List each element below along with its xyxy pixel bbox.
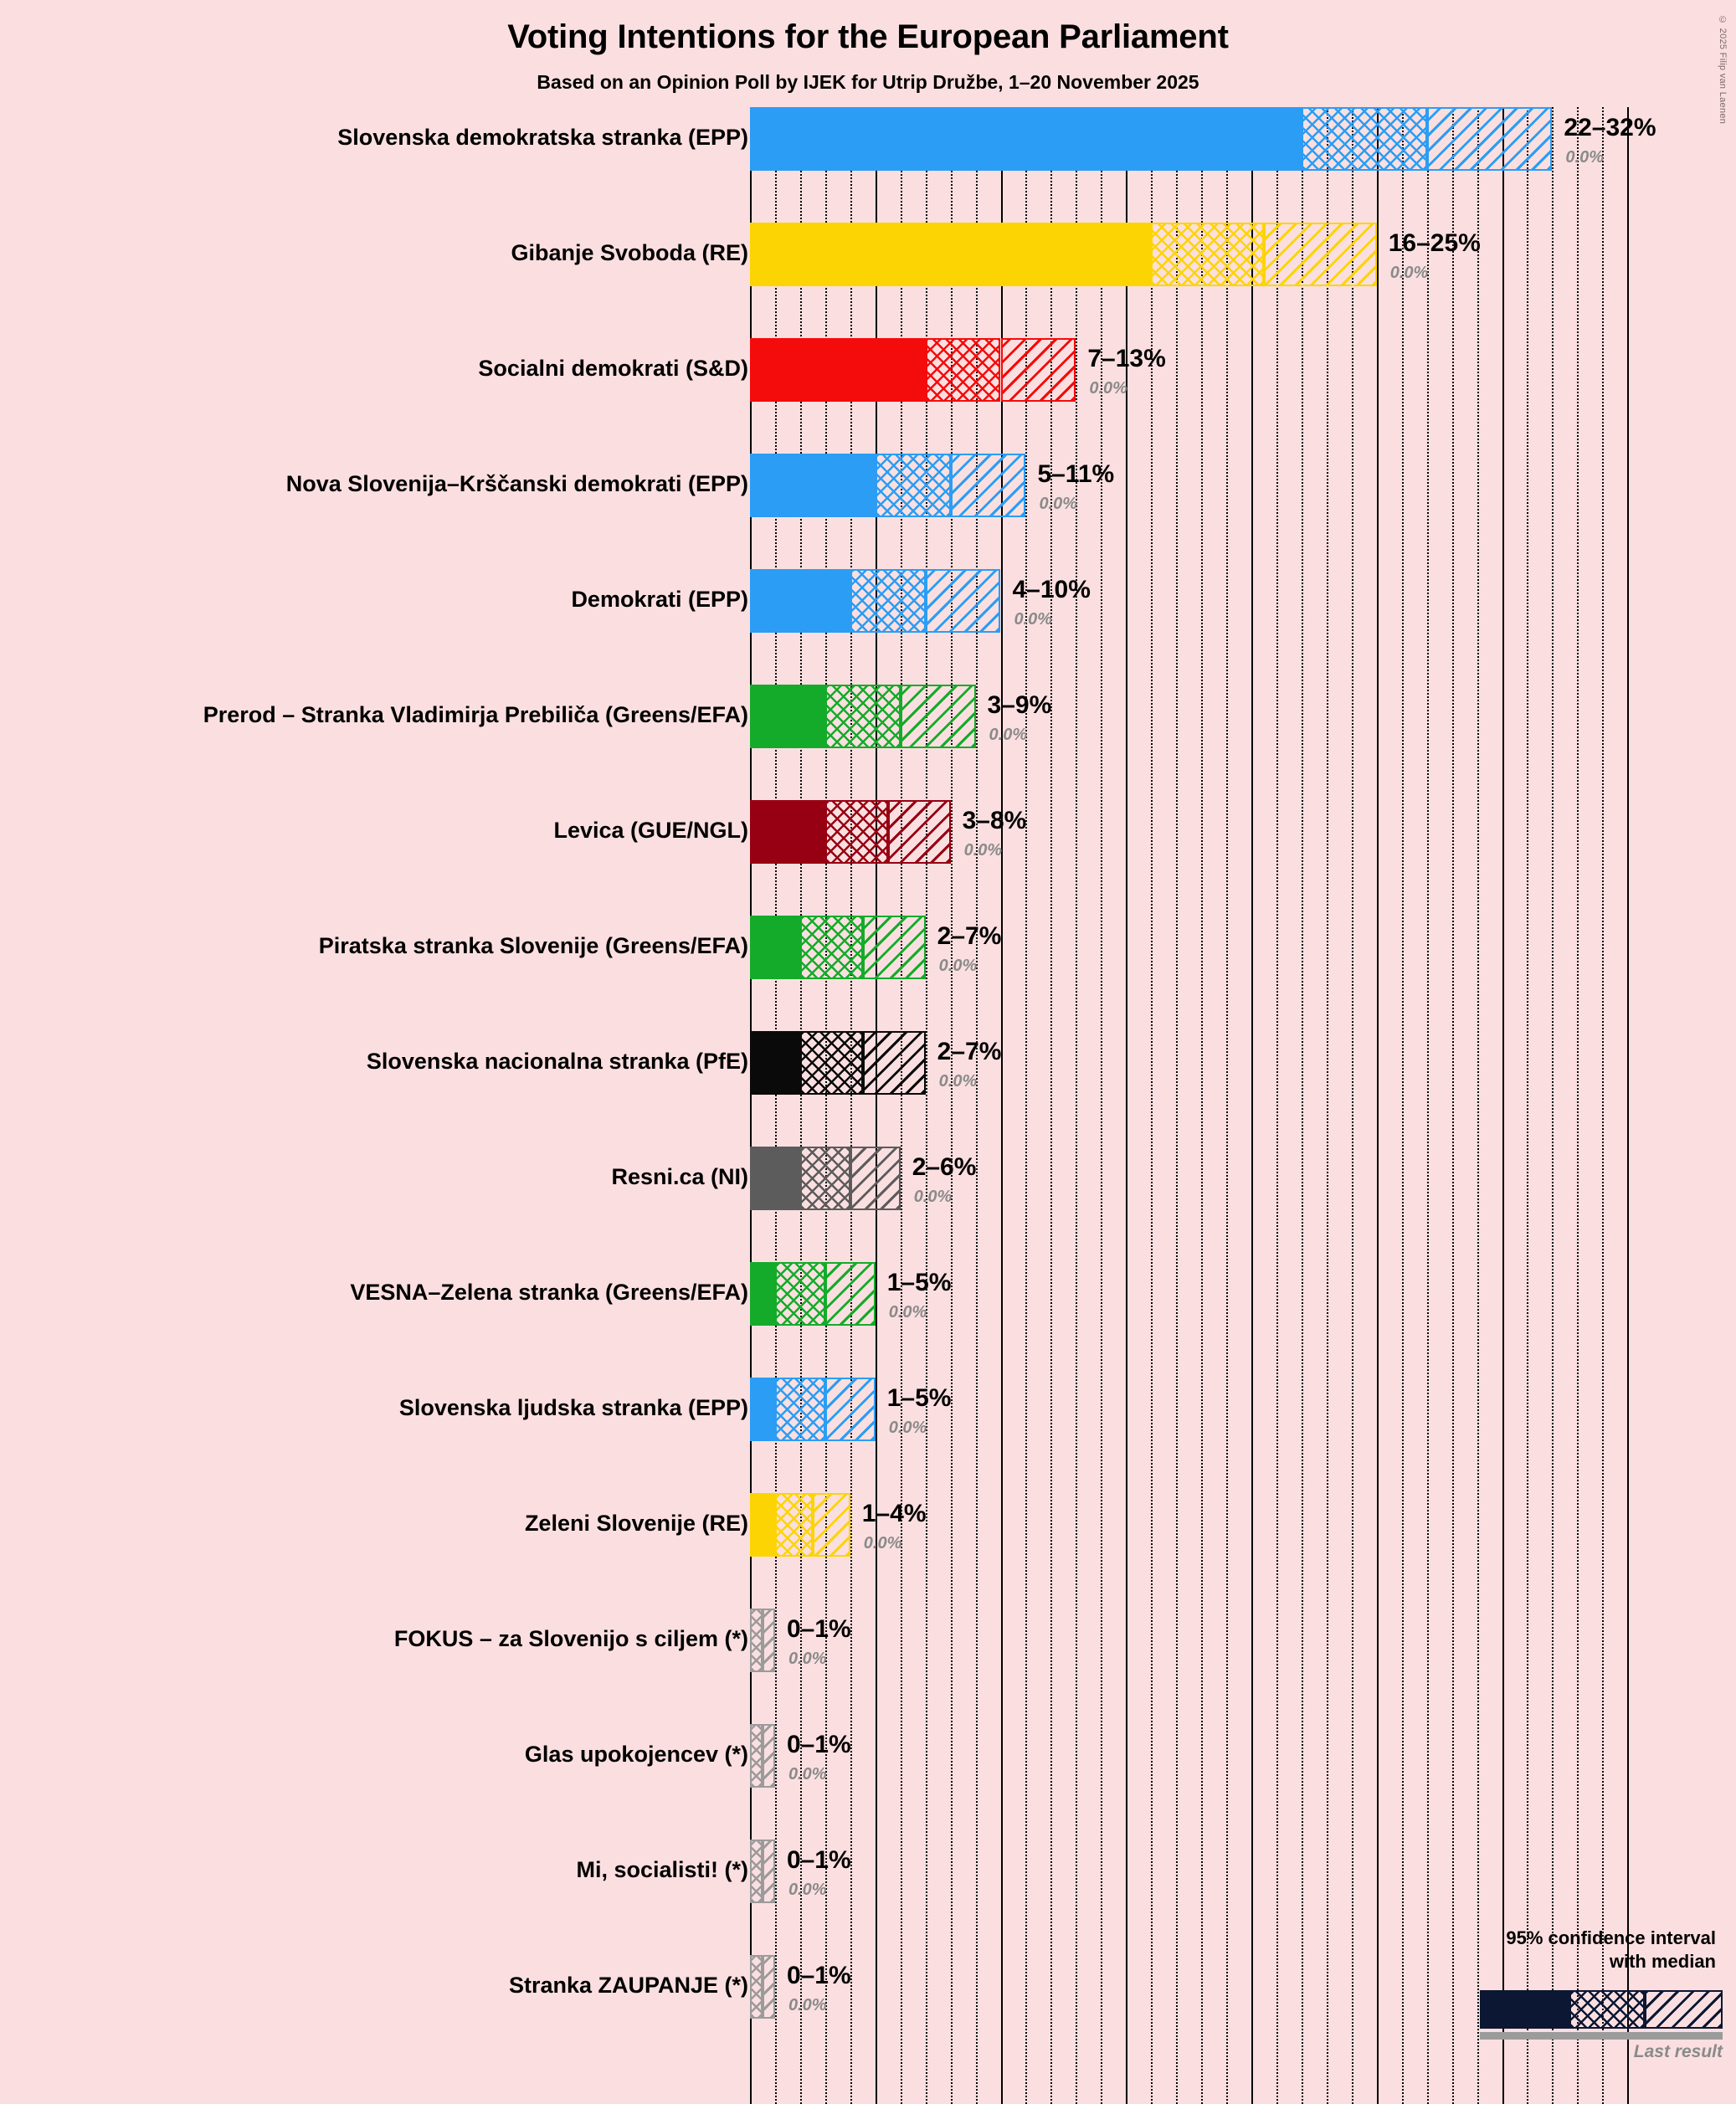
last-result-label: 0.0%: [788, 1650, 827, 1668]
party-label: Gibanje Svoboda (RE): [511, 240, 748, 265]
gridline-minor: [1302, 107, 1303, 2104]
bar-value-label: 16–25%: [1388, 229, 1481, 257]
gridline-minor: [1427, 107, 1429, 2104]
gridline-minor: [1201, 107, 1203, 2104]
gridline-minor: [1327, 107, 1328, 2104]
party-label: Resni.ca (NI): [611, 1164, 748, 1189]
gridline-minor: [1151, 107, 1153, 2104]
bar-segment-diagonal: [850, 1147, 901, 1210]
bar-segment-crosshatch: [800, 916, 863, 979]
bar-segment-solid: [750, 454, 876, 517]
gridline-major: [1001, 107, 1003, 2104]
bar-segment-crosshatch: [800, 1031, 863, 1095]
last-result-label: 0.0%: [788, 1881, 827, 1899]
gridline-major: [1126, 107, 1127, 2104]
last-result-label: 0.0%: [938, 1072, 978, 1090]
party-label: VESNA–Zelena stranka (Greens/EFA): [350, 1280, 748, 1305]
last-result-label: 0.0%: [938, 957, 978, 975]
gridline-minor: [1402, 107, 1404, 2104]
gridline-minor: [1276, 107, 1278, 2104]
last-result-label: 0.0%: [863, 1534, 902, 1552]
gridline-major: [1502, 107, 1504, 2104]
bar-segment-crosshatch: [775, 1378, 825, 1441]
bar-value-label: 0–1%: [786, 1731, 851, 1758]
gridline-minor: [1577, 107, 1579, 2104]
party-label: Zeleni Slovenije (RE): [524, 1511, 748, 1536]
bar-value-label: 1–5%: [886, 1384, 952, 1412]
last-result-label: 0.0%: [1389, 264, 1429, 282]
bar-segment-crosshatch: [775, 1262, 825, 1326]
bar-segment-diagonal: [901, 685, 976, 748]
gridline-minor: [976, 107, 978, 2104]
gridline-minor: [1602, 107, 1604, 2104]
bar-segment-crosshatch: [876, 454, 951, 517]
bar-segment-crosshatch: [750, 1840, 763, 1903]
party-label: Glas upokojencev (*): [524, 1742, 748, 1767]
party-label: Prerod – Stranka Vladimirja Prebiliča (Greens/EFA): [203, 702, 748, 727]
last-result-label: 0.0%: [913, 1188, 953, 1206]
y-axis-line: [750, 107, 752, 2104]
bar-segment-diagonal: [825, 1378, 876, 1441]
bar-segment-diagonal: [951, 454, 1026, 517]
bar-segment-diagonal: [825, 1262, 876, 1326]
bar-value-label: 3–8%: [962, 807, 1027, 834]
party-label: Stranka ZAUPANJE (*): [508, 1973, 748, 1998]
bar-segment-solid: [750, 800, 825, 864]
bar-segment-solid: [750, 1147, 800, 1210]
gridline-minor: [800, 107, 802, 2104]
bar-segment-crosshatch: [800, 1147, 850, 1210]
bar-segment-diagonal: [863, 916, 926, 979]
party-label: Nova Slovenija–Krščanski demokrati (EPP): [285, 471, 748, 496]
bar-segment-diagonal: [1427, 107, 1553, 171]
bar-value-label: 5–11%: [1037, 460, 1115, 488]
party-label: Slovenska nacionalna stranka (PfE): [366, 1049, 748, 1074]
legend-caption-line2: with median: [1609, 1950, 1716, 1972]
gridline-major: [1627, 107, 1629, 2104]
last-result-label: 0.0%: [963, 841, 1003, 860]
party-label: Slovenska demokratska stranka (EPP): [337, 125, 748, 150]
party-label: Demokrati (EPP): [571, 587, 748, 612]
bar-segment-diagonal: [763, 1724, 775, 1788]
bar-segment-solid: [750, 685, 825, 748]
party-label: Mi, socialisti! (*): [576, 1857, 748, 1882]
gridline-minor: [1552, 107, 1554, 2104]
legend-last-result-swatch: [1480, 2032, 1723, 2040]
bar-value-label: 3–9%: [987, 691, 1052, 719]
bar-segment-crosshatch: [750, 1609, 763, 1672]
gridline-minor: [1176, 107, 1178, 2104]
last-result-label: 0.0%: [989, 726, 1028, 744]
gridline-minor: [951, 107, 953, 2104]
gridline-minor: [1352, 107, 1353, 2104]
bar-segment-solid: [750, 1493, 775, 1557]
last-result-label: 0.0%: [1565, 148, 1604, 167]
legend-last-result-label: Last result: [1633, 2042, 1723, 2061]
last-result-label: 0.0%: [788, 1996, 827, 2014]
legend-caption: [1506, 1927, 1716, 1973]
bar-segment-diagonal: [926, 569, 1001, 633]
gridline-minor: [1477, 107, 1479, 2104]
bar-segment-crosshatch: [1151, 223, 1264, 286]
bar-segment-crosshatch: [825, 800, 888, 864]
bar-segment-crosshatch: [775, 1493, 813, 1557]
bar-segment-diagonal: [1001, 338, 1076, 402]
bar-segment-solid: [750, 1262, 775, 1326]
party-label: Socialni demokrati (S&D): [478, 356, 748, 381]
bar-segment-crosshatch: [825, 685, 901, 748]
last-result-label: 0.0%: [1089, 379, 1127, 398]
bar-segment-diagonal: [1264, 223, 1377, 286]
bar-segment-solid: [750, 1031, 800, 1095]
bar-value-label: 0–1%: [786, 1846, 851, 1874]
gridline-major: [1251, 107, 1253, 2104]
bar-value-label: 1–4%: [861, 1500, 927, 1527]
page-title: Voting Intentions for the European Parliament: [507, 18, 1229, 55]
gridline-minor: [1025, 107, 1027, 2104]
bar-segment-solid: [750, 569, 850, 633]
bar-segment-crosshatch: [750, 1724, 763, 1788]
bar-value-label: 2–7%: [937, 1038, 1002, 1065]
bar-segment-crosshatch: [926, 338, 1001, 402]
bar-segment-diagonal: [763, 1609, 775, 1672]
bar-segment-solid: [750, 1378, 775, 1441]
gridline-minor: [1226, 107, 1228, 2104]
bar-segment-diagonal: [863, 1031, 926, 1095]
bar-segment-solid: [750, 107, 1302, 171]
last-result-label: 0.0%: [888, 1303, 927, 1321]
gridline-minor: [1050, 107, 1052, 2104]
gridline-minor: [1527, 107, 1528, 2104]
legend-caption-line1: 95% confidence interval: [1506, 1927, 1716, 1948]
bar-value-label: 2–6%: [912, 1153, 977, 1181]
bar-value-label: 4–10%: [1012, 576, 1091, 603]
bar-value-label: 22–32%: [1564, 114, 1656, 141]
gridline-minor: [825, 107, 827, 2104]
legend-diagonal-swatch: [1645, 1990, 1723, 2029]
last-result-label: 0.0%: [1014, 610, 1053, 629]
last-result-label: 0.0%: [1039, 495, 1078, 513]
gridline-major: [876, 107, 877, 2104]
bar-value-label: 0–1%: [786, 1615, 851, 1643]
party-label: Slovenska ljudska stranka (EPP): [398, 1395, 748, 1420]
bar-segment-crosshatch: [1302, 107, 1427, 171]
bar-value-label: 0–1%: [786, 1962, 851, 1989]
gridline-minor: [1101, 107, 1102, 2104]
last-result-label: 0.0%: [888, 1419, 927, 1437]
legend-solid-swatch: [1480, 1990, 1569, 2029]
last-result-label: 0.0%: [788, 1765, 827, 1783]
chart-subtitle: Based on an Opinion Poll by IJEK for Utrip Družbe, 1–20 November 2025: [537, 71, 1199, 93]
bar-segment-solid: [750, 916, 800, 979]
bar-value-label: 7–13%: [1087, 345, 1166, 372]
party-label: FOKUS – za Slovenijo s ciljem (*): [393, 1626, 748, 1651]
gridline-minor: [926, 107, 927, 2104]
bar-segment-diagonal: [888, 800, 951, 864]
gridline-minor: [1076, 107, 1077, 2104]
bar-segment-diagonal: [763, 1955, 775, 2019]
bar-value-label: 2–7%: [937, 922, 1002, 950]
bar-segment-crosshatch: [750, 1955, 763, 2019]
copyright-notice: © 2025 Filip van Laenen: [1718, 15, 1728, 125]
bar-segment-solid: [750, 338, 926, 402]
party-label: Piratska stranka Slovenije (Greens/EFA): [318, 933, 748, 958]
bar-value-label: 1–5%: [886, 1269, 952, 1296]
party-label: Levica (GUE/NGL): [553, 818, 748, 843]
gridline-minor: [775, 107, 777, 2104]
gridline-minor: [901, 107, 902, 2104]
gridline-minor: [850, 107, 852, 2104]
bar-segment-solid: [750, 223, 1151, 286]
bar-segment-crosshatch: [850, 569, 926, 633]
bar-segment-diagonal: [813, 1493, 850, 1557]
bar-segment-diagonal: [763, 1840, 775, 1903]
legend-crosshatch-swatch: [1569, 1990, 1645, 2029]
gridline-minor: [1452, 107, 1454, 2104]
gridline-major: [1377, 107, 1379, 2104]
